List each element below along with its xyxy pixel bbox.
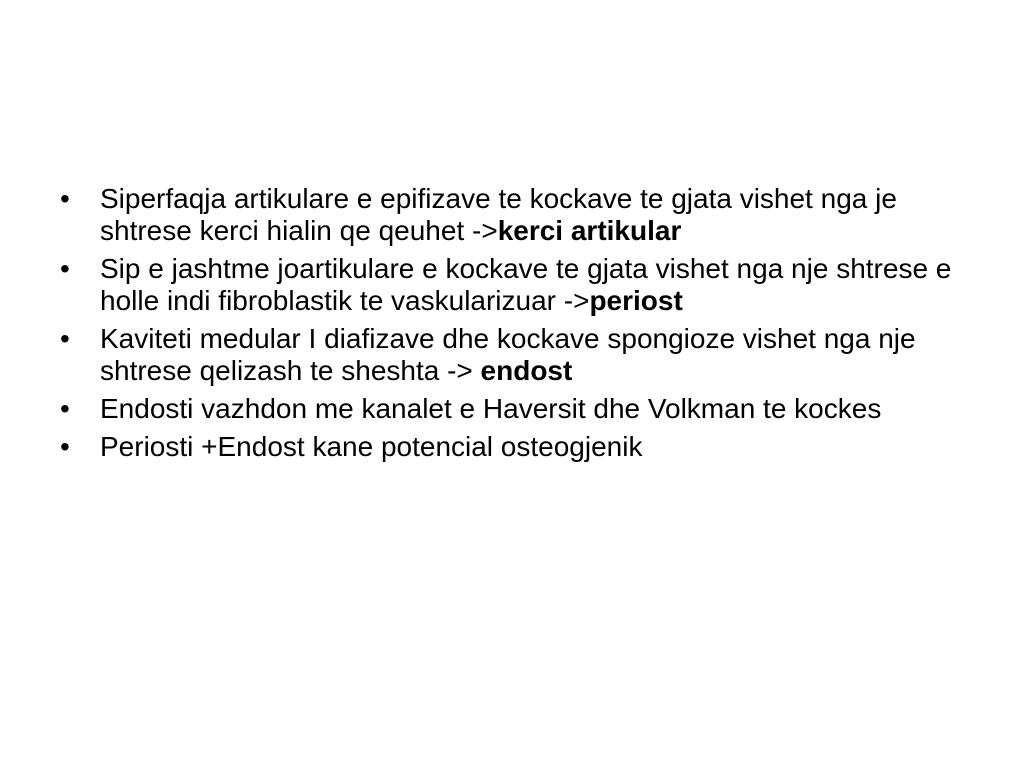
bullet-bold-term: endost <box>480 355 573 386</box>
bullet-icon: • <box>60 183 70 214</box>
bullet-list <box>60 183 960 469</box>
bullet-item-canals <box>60 393 960 425</box>
bullet-item-osteogenic <box>60 431 960 463</box>
bullet-icon: • <box>60 253 70 284</box>
bullet-item-endosteum <box>60 323 960 387</box>
bullet-text: Siperfaqja artikulare e epifizave te kockave te gjata vishet nga je shtrese kerci hialin qe qeuhet -> <box>100 183 897 246</box>
bullet-icon: • <box>60 393 70 424</box>
bullet-icon: • <box>60 323 70 354</box>
bullet-bold-term: periost <box>589 285 683 316</box>
bullet-icon: • <box>60 431 70 462</box>
bullet-item-epiphysis <box>60 183 960 247</box>
bullet-text: Periosti +Endost kane potencial osteogjenik <box>100 431 643 462</box>
bullet-text: Sip e jashtme joartikulare e kockave te gjata vishet nga nje shtrese e holle indi fibroblastik te vaskularizuar -> <box>100 253 952 316</box>
bullet-item-periosteum <box>60 253 960 317</box>
bullet-text: Kaviteti medular I diafizave dhe kockave spongioze vishet nga nje shtrese qelizash te sheshta -> <box>100 323 916 386</box>
bullet-bold-term: kerci artikular <box>497 215 682 246</box>
bullet-text: Endosti vazhdon me kanalet e Haversit dhe Volkman te kockes <box>100 393 882 424</box>
